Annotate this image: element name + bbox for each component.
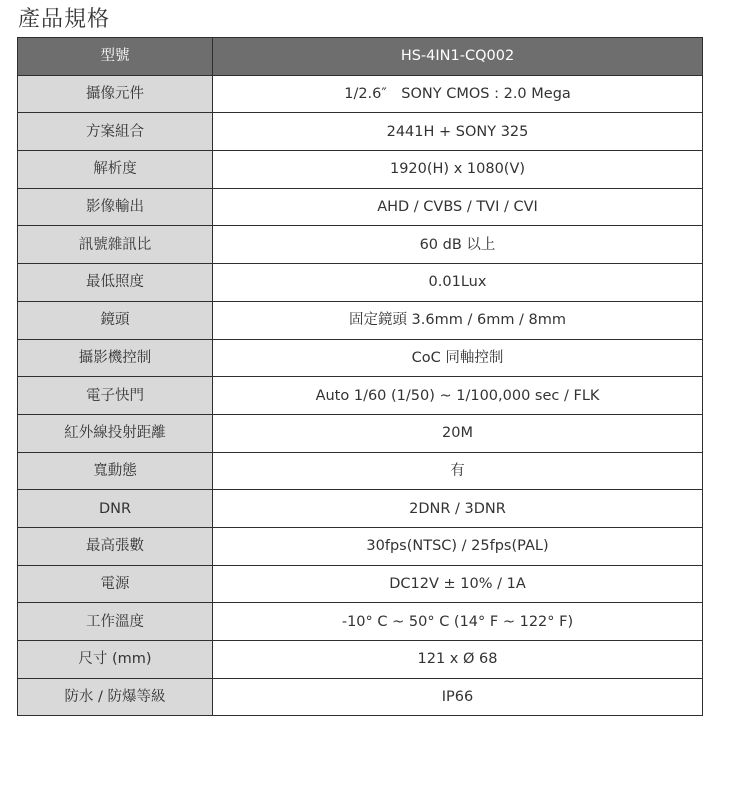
spec-value: 2441H + SONY 325 (213, 113, 703, 151)
spec-label: 鏡頭 (18, 301, 213, 339)
spec-table (17, 37, 703, 716)
spec-value: 121 x Ø 68 (213, 641, 703, 679)
spec-label: 攝像元件 (18, 75, 213, 113)
header-value-cell: HS-4IN1-CQ002 (213, 38, 703, 76)
page-title: 產品規格 (18, 7, 111, 32)
spec-label: 影像輸出 (18, 188, 213, 226)
table-row (18, 527, 703, 565)
spec-label: 寬動態 (18, 452, 213, 490)
spec-value: 20M (213, 414, 703, 452)
spec-value: 1/2.6″ SONY CMOS : 2.0 Mega (213, 75, 703, 113)
spec-value: 有 (213, 452, 703, 490)
table-row (18, 264, 703, 302)
spec-value: 30fps(NTSC) / 25fps(PAL) (213, 527, 703, 565)
spec-label: 方案組合 (18, 113, 213, 151)
spec-label: 攝影機控制 (18, 339, 213, 377)
table-row (18, 641, 703, 679)
spec-label: DNR (18, 490, 213, 528)
table-row (18, 377, 703, 415)
table-row (18, 339, 703, 377)
table-row (18, 75, 703, 113)
spec-label: 電子快門 (18, 377, 213, 415)
spec-value: DC12V ± 10% / 1A (213, 565, 703, 603)
spec-value: 2DNR / 3DNR (213, 490, 703, 528)
spec-label: 防水 / 防爆等級 (18, 678, 213, 716)
spec-label: 尺寸 (mm) (18, 641, 213, 679)
spec-value: -10° C ~ 50° C (14° F ~ 122° F) (213, 603, 703, 641)
table-row (18, 113, 703, 151)
spec-value: IP66 (213, 678, 703, 716)
spec-value: Auto 1/60 (1/50) ~ 1/100,000 sec / FLK (213, 377, 703, 415)
table-row (18, 452, 703, 490)
spec-label: 解析度 (18, 151, 213, 189)
table-row (18, 490, 703, 528)
spec-value: AHD / CVBS / TVI / CVI (213, 188, 703, 226)
table-row (18, 414, 703, 452)
spec-value: 固定鏡頭 3.6mm / 6mm / 8mm (213, 301, 703, 339)
header-label-cell: 型號 (18, 38, 213, 76)
spec-label: 最高張數 (18, 527, 213, 565)
spec-label: 訊號雜訊比 (18, 226, 213, 264)
table-header-row (18, 38, 703, 76)
spec-label: 最低照度 (18, 264, 213, 302)
spec-value: 0.01Lux (213, 264, 703, 302)
table-row (18, 226, 703, 264)
table-row (18, 301, 703, 339)
table-row (18, 188, 703, 226)
spec-label: 紅外線投射距離 (18, 414, 213, 452)
table-row (18, 151, 703, 189)
spec-table-body (18, 75, 703, 716)
table-row (18, 603, 703, 641)
spec-label: 工作溫度 (18, 603, 213, 641)
table-row (18, 678, 703, 716)
table-row (18, 565, 703, 603)
spec-label: 電源 (18, 565, 213, 603)
spec-value: 60 dB 以上 (213, 226, 703, 264)
spec-value: 1920(H) x 1080(V) (213, 151, 703, 189)
spec-value: CoC 同軸控制 (213, 339, 703, 377)
